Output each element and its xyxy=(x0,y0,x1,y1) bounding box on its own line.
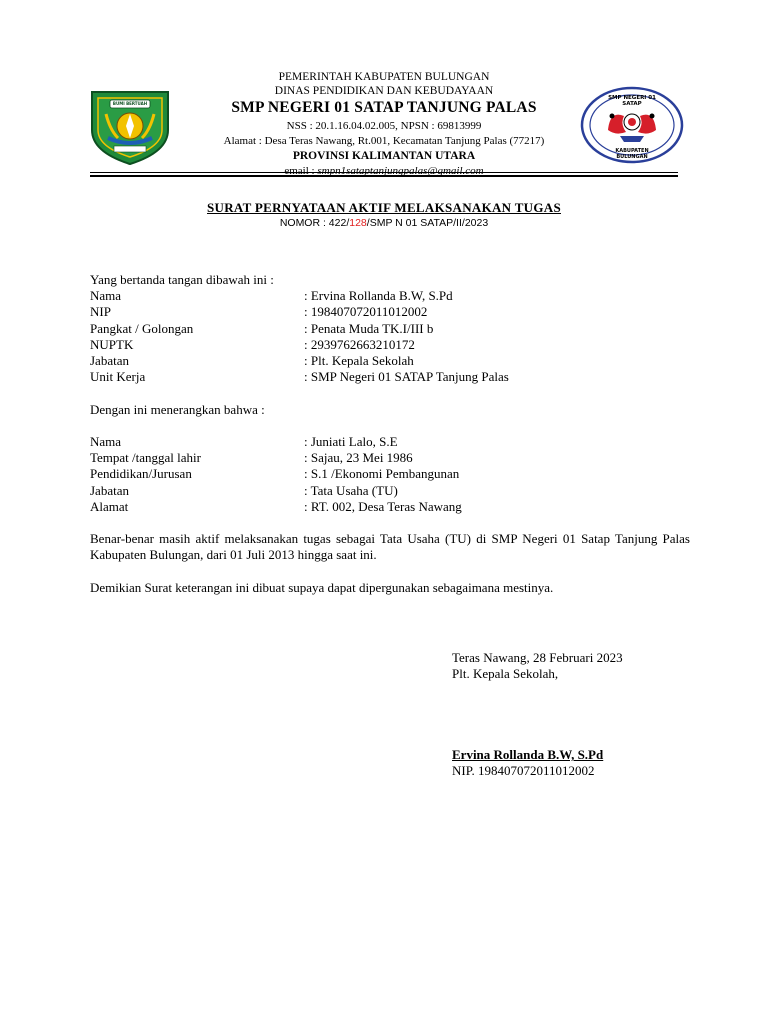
left-logo-label: BUMI BERTUAH xyxy=(112,101,148,106)
signer-row xyxy=(90,369,690,385)
subject-value: : Sajau, 23 Mei 1986 xyxy=(304,450,413,466)
department-line: DINAS PENDIDIKAN DAN KEBUDAYAAN xyxy=(274,85,494,97)
signer-value: : Ervina Rollanda B.W, S.Pd xyxy=(304,288,453,304)
subject-label: Nama xyxy=(90,434,122,449)
letterhead-divider-thick xyxy=(90,175,678,177)
government-line: PEMERINTAH KABUPATEN BULUNGAN xyxy=(278,71,490,83)
signer-value: : Penata Muda TK.I/III b xyxy=(304,320,434,336)
subject-value: : Tata Usaha (TU) xyxy=(304,482,398,498)
signer-label: Jabatan xyxy=(90,353,129,369)
signer-label: Nama xyxy=(90,288,122,304)
subject-row xyxy=(90,499,690,515)
signer-row xyxy=(90,321,690,337)
subject-label: Alamat xyxy=(90,498,129,514)
nomor-number: 128 xyxy=(349,217,367,229)
signer-row xyxy=(90,288,690,304)
subject-value: : RT. 002, Desa Teras Nawang xyxy=(304,498,462,514)
subject-label: Pendidikan/Jurusan xyxy=(90,466,192,482)
document-number xyxy=(0,217,768,229)
signer-label: NUPTK xyxy=(90,336,134,352)
nss-npsn-line: NSS : 20.1.16.04.02.005, NPSN : 69813999 xyxy=(286,120,482,132)
document-title-block xyxy=(0,200,768,229)
letterhead xyxy=(0,70,768,179)
letter-body xyxy=(90,272,690,596)
letterhead-divider-thin xyxy=(90,172,678,173)
subject-row xyxy=(90,450,690,466)
signer-nip: NIP. 198407072011012002 xyxy=(452,763,595,779)
signer-row xyxy=(90,353,690,369)
subject-label: Tempat /tanggal lahir xyxy=(90,450,201,466)
subject-row xyxy=(90,466,690,482)
subject-label: Jabatan xyxy=(90,482,129,498)
province-line: PROVINSI KALIMANTAN UTARA xyxy=(292,150,476,162)
signer-value: : SMP Negeri 01 SATAP Tanjung Palas xyxy=(304,369,509,385)
signer-value: : 198407072011012002 xyxy=(304,304,428,320)
email-label: email : xyxy=(284,165,318,177)
subject-row xyxy=(90,483,690,499)
address-line: Alamat : Desa Teras Nawang, Rt.001, Kecamatan Tanjung Palas (77217) xyxy=(223,135,545,147)
signer-value: : Plt. Kepala Sekolah xyxy=(304,353,414,369)
signer-row xyxy=(90,337,690,353)
statement-intro: Dengan ini menerangkan bahwa : xyxy=(90,401,265,417)
signature-block xyxy=(452,650,623,780)
subject-row xyxy=(90,434,690,450)
nomor-prefix: NOMOR : 422/ xyxy=(279,217,350,229)
school-name: SMP NEGERI 01 SATAP TANJUNG PALAS xyxy=(231,99,537,116)
statement-paragraph: Benar-benar masih aktif melaksanakan tugas sebagai Tata Usaha (TU) di SMP Negeri 01 Satap Tanjung Palas Kabupaten Bulungan, dari 01 Juli 2013 hingga saat ini. xyxy=(90,531,690,563)
right-logo-bottom-label: KABUPATEN BULUNGAN xyxy=(615,148,649,160)
signer-intro: Yang bertanda tangan dibawah ini : xyxy=(90,272,274,287)
place-date: Teras Nawang, 28 Februari 2023 xyxy=(452,650,623,665)
signer-value: : 2939762663210172 xyxy=(304,336,415,352)
signer-label: Unit Kerja xyxy=(90,369,146,385)
email-address[interactable]: smpn1sataptanjungpalas@gmail.com xyxy=(317,165,484,177)
signer-name: Ervina Rollanda B.W, S.Pd xyxy=(452,747,604,763)
closing-paragraph: Demikian Surat keterangan ini dibuat supaya dapat dipergunakan sebagaimana mestinya. xyxy=(90,579,554,595)
document-title: SURAT PERNYATAAN AKTIF MELAKSANAKAN TUGAS xyxy=(207,200,561,215)
signer-label: NIP xyxy=(90,304,111,320)
signer-position: Plt. Kepala Sekolah, xyxy=(452,666,559,682)
right-logo-top-label: SMP NEGERI 01 SATAP xyxy=(608,95,656,107)
nomor-suffix: /SMP N 01 SATAP/II/2023 xyxy=(366,217,489,229)
signer-label: Pangkat / Golongan xyxy=(90,320,194,336)
signer-row xyxy=(90,304,690,320)
subject-value: : Juniati Lalo, S.E xyxy=(304,434,398,449)
subject-value: : S.1 /Ekonomi Pembangunan xyxy=(304,466,460,482)
